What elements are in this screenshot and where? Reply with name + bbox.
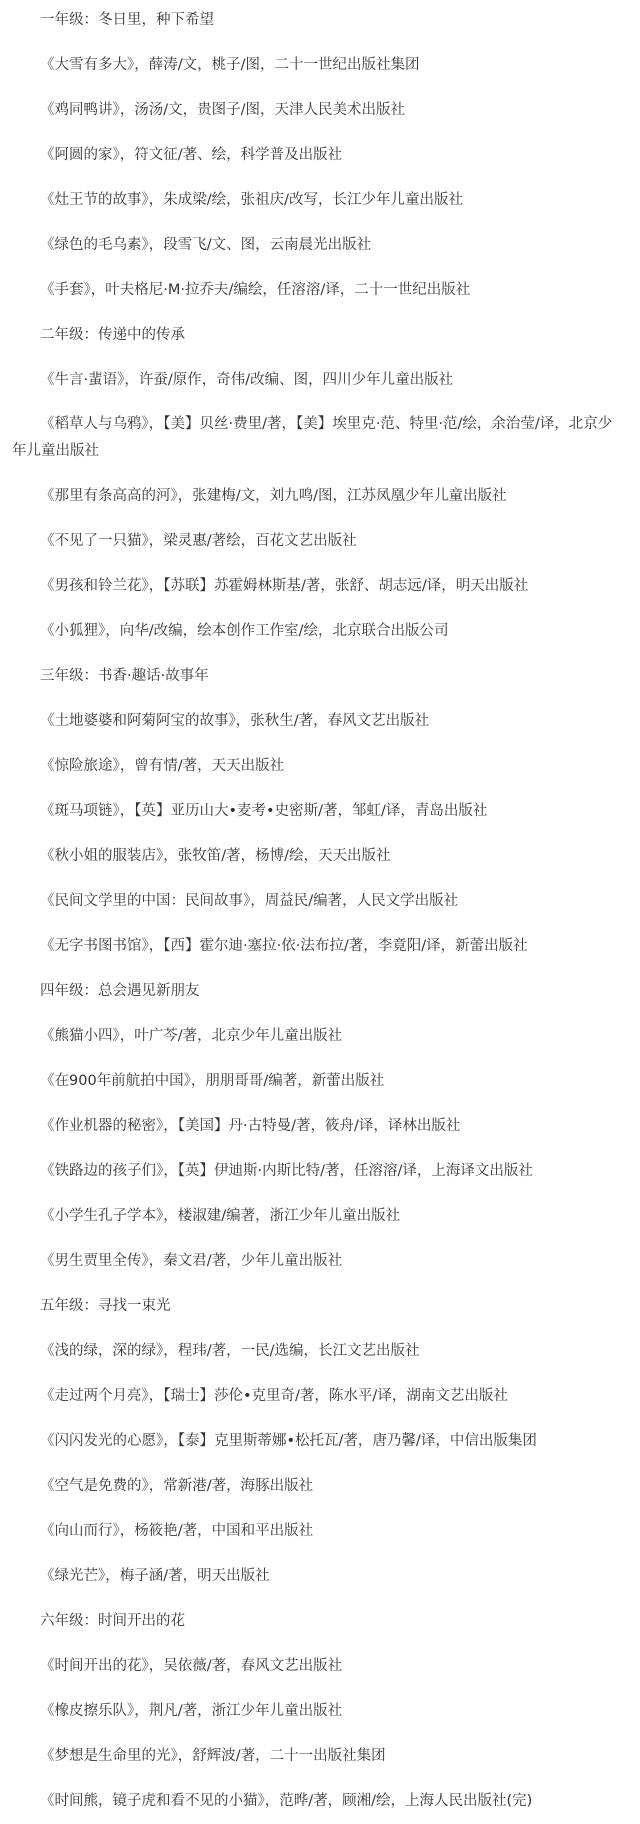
- grade-heading: 二年级：传递中的传承: [40, 327, 185, 343]
- book-entry: 《无字书图书馆》，【西】霍尔迪·塞拉·依·法布拉/著，李竟阳/译，新蕾出版社: [40, 938, 528, 954]
- book-entry: 《秋小姐的服装店》，张牧笛/著，杨博/绘，天天出版社: [40, 848, 391, 864]
- book-entry: 《牛言·蜚语》，许蚕/原作，奇伟/改编、图，四川少年儿童出版社: [40, 372, 454, 388]
- book-entry: 《绿色的毛乌素》，段雪飞/文、图，云南晨光出版社: [40, 237, 372, 253]
- book-entry: 《土地婆婆和阿菊阿宝的故事》，张秋生/著，春风文艺出版社: [40, 713, 430, 729]
- book-entry: 《男孩和铃兰花》，【苏联】苏霍姆林斯基/著，张舒、胡志远/译，明天出版社: [40, 578, 529, 594]
- book-entry: 《时间熊，镜子虎和看不见的小猫》，范晔/著，顾湘/绘，上海人民出版社(完): [40, 1793, 533, 1809]
- book-entry: 《灶王节的故事》，朱成梁/绘，张祖庆/改写，长江少年儿童出版社: [40, 192, 464, 208]
- book-entry: 《小狐狸》，向华/改编，绘本创作工作室/绘，北京联合出版公司: [40, 623, 449, 639]
- book-entry: 《斑马项链》，【英】亚历山大•麦考•史密斯/著，邹虹/译，青岛出版社: [40, 803, 488, 819]
- book-entry: 《手套》，叶夫格尼·M·拉乔夫/编绘，任溶溶/译，二十一世纪出版社: [40, 282, 471, 298]
- book-entry: 《铁路边的孩子们》，【英】伊迪斯·内斯比特/著，任溶溶/译，上海译文出版社: [40, 1163, 533, 1179]
- book-entry: 《作业机器的秘密》，【美国】丹·古特曼/著，筱舟/译，译林出版社: [40, 1118, 461, 1134]
- book-entry: 《惊险旅途》，曾有情/著，天天出版社: [40, 758, 285, 774]
- book-entry: 《空气是免费的》，常新港/著，海豚出版社: [40, 1478, 314, 1494]
- book-entry: 《男生贾里全传》，秦文君/著，少年儿童出版社: [40, 1253, 343, 1269]
- book-entry: 《小学生孔子学本》，楼淑建/编著，浙江少年儿童出版社: [40, 1208, 401, 1224]
- grade-heading: 一年级：冬日里，种下希望: [40, 12, 214, 28]
- book-entry: 《浅的绿，深的绿》，程玮/著，一民/选编，长江文艺出版社: [40, 1343, 420, 1359]
- book-entry: 《鸡同鸭讲》，汤汤/文，贵图子/图，天津人民美术出版社: [40, 102, 406, 118]
- book-entry: 《熊猫小四》，叶广芩/著，北京少年儿童出版社: [40, 1028, 343, 1044]
- grade-heading: 五年级：寻找一束光: [40, 1298, 171, 1314]
- book-entry: 《梦想是生命里的光》，舒辉波/著，二十一出版社集团: [40, 1748, 386, 1764]
- book-entry: 《闪闪发光的心愿》，【泰】克里斯蒂娜•松托瓦/著，唐乃馨/译，中信出版集团: [40, 1433, 537, 1449]
- book-entry: 《大雪有多大》，薛涛/文，桃子/图，二十一世纪出版社集团: [40, 57, 420, 73]
- book-entry: 《阿圆的家》，符文征/著、绘，科学普及出版社: [40, 147, 343, 163]
- book-entry: 《那里有条高高的河》，张建梅/文，刘九鸣/图，江苏凤凰少年儿童出版社: [40, 488, 507, 504]
- book-entry: 《在900年前航拍中国》，朋朋哥哥/编著，新蕾出版社: [40, 1073, 385, 1089]
- book-entry: 《稻草人与乌鸦》，【美】贝丝·费里/著，【美】埃里克·范、特里·范/绘，余治莹/译，北京少年儿童出版社: [12, 416, 613, 459]
- book-entry: 《橡皮擦乐队》，荆凡/著，浙江少年儿童出版社: [40, 1703, 343, 1719]
- book-entry: 《绿光芒》，梅子涵/著，明天出版社: [40, 1568, 270, 1584]
- book-entry: 《不见了一只猫》，梁灵惠/著绘，百花文艺出版社: [40, 533, 357, 549]
- book-entry: 《向山而行》，杨筱艳/著，中国和平出版社: [40, 1523, 314, 1539]
- book-entry: 《民间文学里的中国：民间故事》，周益民/编著，人民文学出版社: [40, 893, 459, 909]
- grade-heading: 四年级：总会遇见新朋友: [40, 983, 200, 999]
- book-entry: 《时间开出的花》，吴依薇/著，春风文艺出版社: [40, 1658, 343, 1674]
- book-entry: 《走过两个月亮》，【瑞士】莎伦•克里奇/著，陈水平/译，湖南文艺出版社: [40, 1388, 508, 1404]
- grade-heading: 六年级：时间开出的花: [40, 1613, 185, 1629]
- grade-heading: 三年级：书香·趣话·故事年: [40, 668, 209, 684]
